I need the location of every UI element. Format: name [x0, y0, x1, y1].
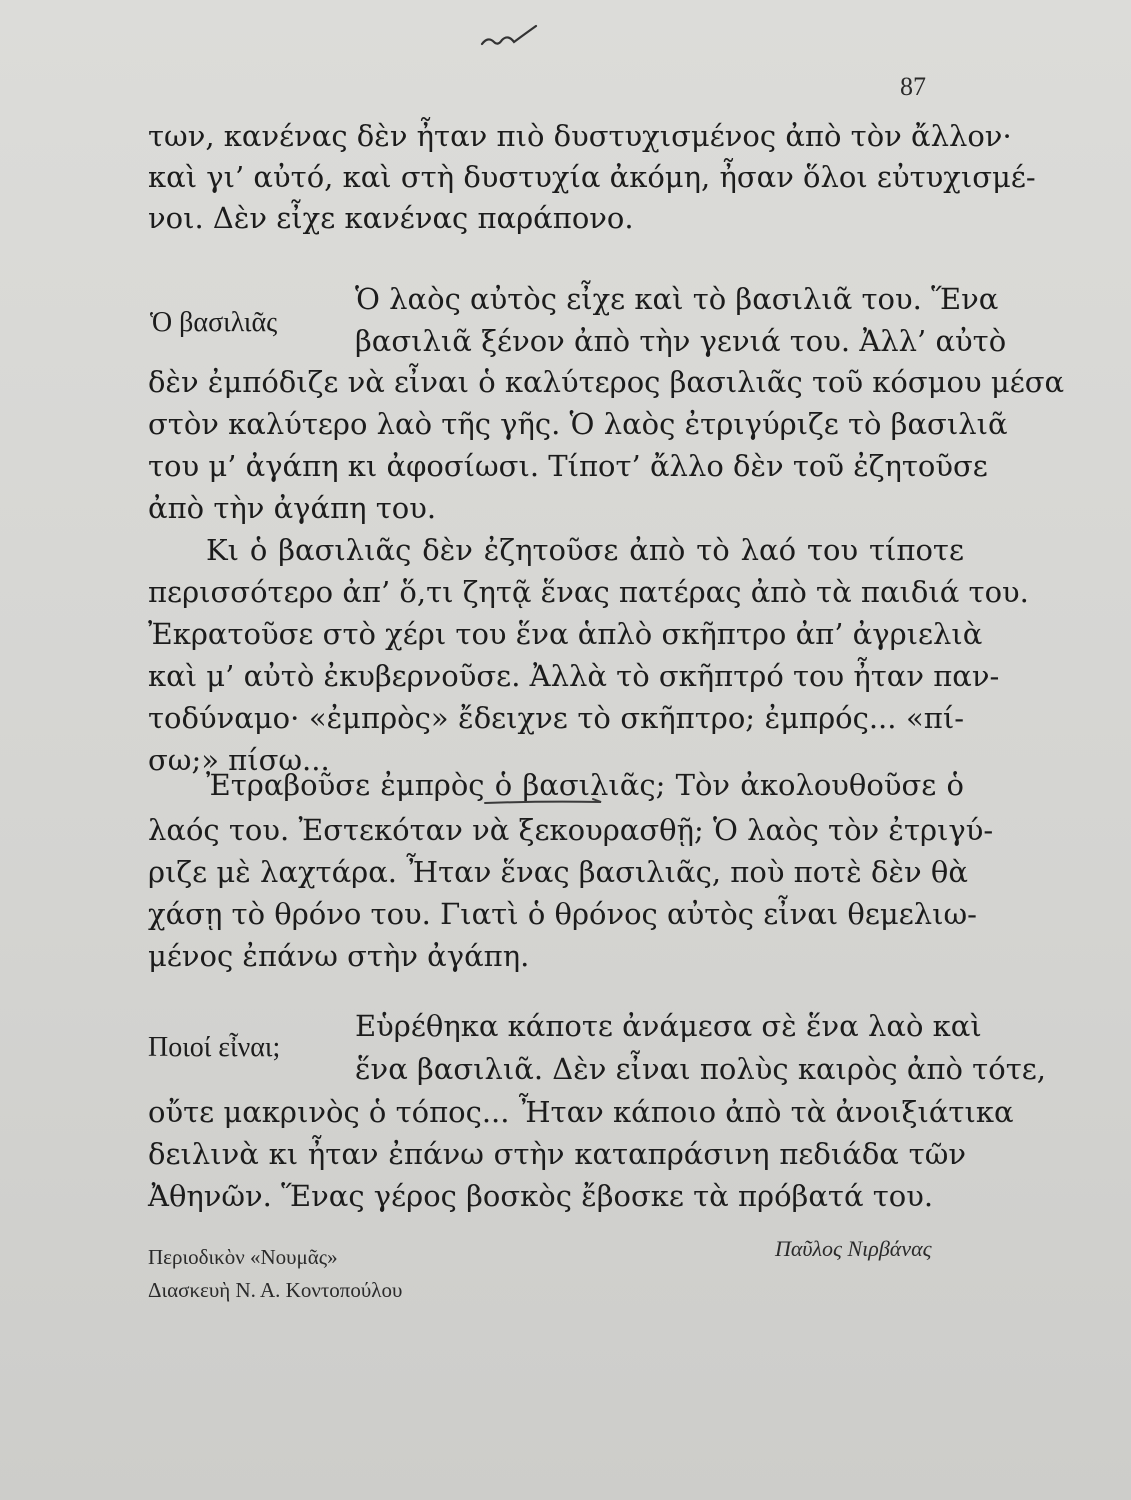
section1-line: δὲν ἐμπόδιζε νὰ εἶναι ὁ καλύτερος βασιλιᾶς τοῦ κόσμου μέσα — [148, 365, 1065, 399]
side-heading-who-are-they: Ποιοί εἶναι; — [148, 1032, 281, 1063]
section1-line: του μ’ ἀγάπη κι ἀφοσίωσι. Τίποτ’ ἄλλο δὲν τοῦ ἐζητοῦσε — [148, 449, 988, 483]
paragraph3-line: Κι ὁ βασιλιᾶς δὲν ἐζητοῦσε ἀπὸ τὸ λαό του τίποτε — [206, 533, 964, 567]
paragraph4-line: Ἐτραβοῦσε ἐμπρὸς ὁ βασιλιᾶς; Τὸν ἀκολουθοῦσε ὁ — [206, 768, 964, 802]
section1-line: βασιλιᾶ ξένον ἀπὸ τὴν γενιά του. Ἀλλ’ αὐτὸ — [355, 324, 1007, 358]
handwritten-mark — [478, 22, 548, 52]
author-signature: Παῦλος Νιρβάνας — [775, 1236, 932, 1261]
section1-line: ἀπὸ τὴν ἀγάπη του. — [148, 491, 437, 525]
section1-line: Ὁ λαὸς αὐτὸς εἶχε καὶ τὸ βασιλιᾶ του. Ἕνα — [355, 282, 999, 316]
paragraph4-line: ριζε μὲ λαχτάρα. Ἦταν ἕνας βασιλιᾶς, ποὺ ποτὲ δὲν θὰ — [148, 855, 968, 889]
paragraph4-line: λαός του. Ἐστεκόταν νὰ ξεκουρασθῇ; Ὁ λαὸς τὸν ἐτριγύ- — [148, 813, 994, 847]
section1-line: στὸν καλύτερο λαὸ τῆς γῆς. Ὁ λαὸς ἐτριγύριζε τὸ βασιλιᾶ — [148, 407, 1008, 441]
paragraph4-line: μένος ἐπάνω στὴν ἀγάπη. — [148, 939, 530, 973]
section2-line: Ἀθηνῶν. Ἕνας γέρος βοσκὸς ἔβοσκε τὰ πρόβατά του. — [148, 1179, 934, 1213]
side-heading-king: Ὁ βασιλιᾶς — [150, 307, 278, 338]
paragraph1-line: των, κανένας δὲν ἦταν πιὸ δυστυχισμένος ἀπὸ τὸν ἄλλον· — [148, 119, 1012, 153]
source-periodical: Περιοδικὸν «Νουμᾶς» — [148, 1245, 338, 1269]
section2-line: ἕνα βασιλιᾶ. Δὲν εἶναι πολὺς καιρὸς ἀπὸ τότε, — [355, 1052, 1046, 1086]
paragraph3-line: Ἐκρατοῦσε στὸ χέρι του ἕνα ἁπλὸ σκῆπτρο ἀπ’ ἀγριελιὰ — [148, 617, 983, 651]
section2-line: Εὑρέθηκα κάποτε ἀνάμεσα σὲ ἕνα λαὸ καὶ — [355, 1009, 982, 1043]
section2-line: δειλινὰ κι ἦταν ἐπάνω στὴν καταπράσινη πεδιάδα τῶν — [148, 1137, 966, 1171]
section2-line: οὔτε μακρινὸς ὁ τόπος... Ἦταν κάποιο ἀπὸ τὰ ἀνοιξιάτικα — [148, 1095, 1014, 1129]
paragraph1-line: καὶ γι’ αὐτό, καὶ στὴ δυστυχία ἀκόμη, ἦσαν ὅλοι εὐτυχισμέ- — [148, 160, 1036, 194]
paragraph3-line: σω;» πίσω... — [148, 743, 330, 777]
pencil-underline — [483, 797, 623, 811]
paragraph3-line: περισσότερο ἀπ’ ὅ,τι ζητᾷ ἕνας πατέρας ἀπὸ τὰ παιδιά του. — [148, 575, 1029, 609]
page-number: 87 — [900, 72, 926, 101]
source-adaptation: Διασκευὴ Ν. Α. Κοντοπούλου — [148, 1278, 403, 1302]
paragraph3-line: τοδύναμο· «ἐμπρὸς» ἔδειχνε τὸ σκῆπτρο; ἐμπρός... «πί- — [148, 701, 964, 735]
paragraph4-line: χάσῃ τὸ θρόνο του. Γιατὶ ὁ θρόνος αὐτὸς εἶναι θεμελιω- — [148, 897, 977, 931]
paragraph1-line: νοι. Δὲν εἶχε κανένας παράπονο. — [148, 201, 634, 235]
paragraph3-line: καὶ μ’ αὐτὸ ἐκυβερνοῦσε. Ἀλλὰ τὸ σκῆπτρό του ἦταν παν- — [148, 659, 1000, 693]
